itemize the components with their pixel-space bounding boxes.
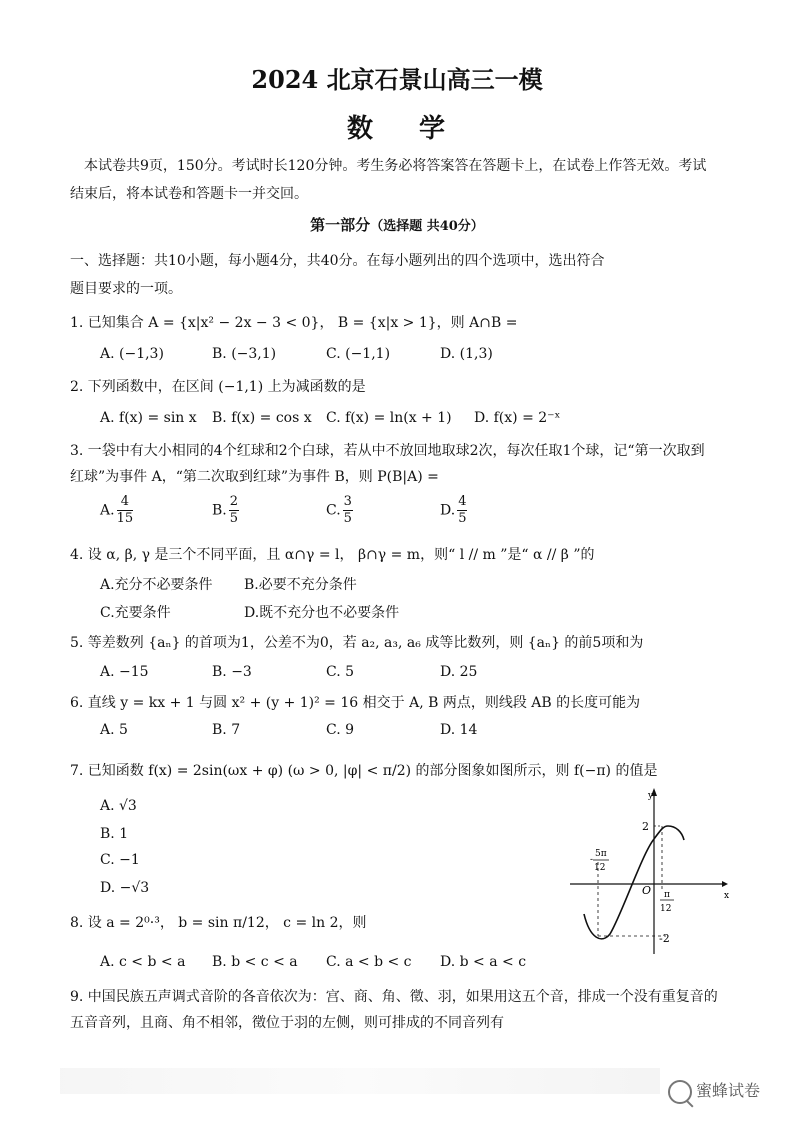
question-6-stem: 6. 直线 y = kx + 1 与圆 x² + (y + 1)² = 16 相交于 A, B 两点，则线段 AB 的长度可能为 [70,695,641,711]
y-axis-label: y [648,791,654,801]
question-7-option-b: B. 1 [100,826,129,842]
question-8-stem: 8. 设 a = 2⁰·³， b = sin π/12， c = ln 2，则 [70,915,367,931]
fraction [343,494,353,527]
left-tick-sign: - [590,855,594,865]
denominator: 5 [458,511,467,526]
question-7-option-a: A. √3 [100,798,137,814]
left-tick-denominator: 12 [594,863,606,873]
blurred-footer-strip [60,1068,660,1094]
question-3-line-2: 红球”为事件 A，“第二次取到红球”为事件 B，则 P(B|A) = [70,469,439,485]
question-6-option-c: C. 9 [326,722,355,738]
question-5-option-b: B. −3 [212,664,252,680]
question-2-option-b: B. f(x) = cos x [212,410,312,426]
numerator: 2 [229,494,239,509]
question-2-option-c: C. f(x) = ln(x + 1) [326,410,452,426]
question-4-stem: 4. 设 α, β, γ 是三个不同平面，且 α∩γ = l， β∩γ = m，则“ l // m ”是“ α // β ”的 [70,547,595,563]
numerator: 4 [458,494,467,509]
max-label: 2 [642,820,649,833]
question-7-option-c: C. −1 [100,852,140,868]
question-3-option-c [326,494,353,527]
question-7-option-d: D. −√3 [100,880,150,896]
subject-char-2: 学 [419,114,448,144]
instructions-line-1: 本试卷共9页，150分。考试时长120分钟。考生务必将答案答在答题卡上，在试卷上作答无效。考试 [84,158,707,174]
question-8-option-c: C. a < b < c [326,954,412,970]
question-8-option-b: B. b < c < a [212,954,298,970]
fraction [229,494,239,527]
question-9-line-2: 五音音列，且商、角不相邻，徵位于羽的左侧，则可排成的不同音列有 [70,1015,504,1031]
question-3-option-d [440,494,467,527]
part-title: 第一部分 [310,216,371,234]
right-tick-denominator: 12 [660,904,672,914]
option-letter: B. [212,502,227,519]
question-9-line-1: 9. 中国民族五声调式音阶的各音依次为：宫、商、角、徵、羽，如果用这五个音，排成一个没有重复音的 [70,989,718,1005]
denominator: 15 [116,511,134,526]
x-axis-label: x [724,891,730,901]
question-4-option-a: A.充分不必要条件 [100,577,213,593]
question-4-option-d: D.既不充分也不必要条件 [244,605,400,621]
sine-curve [584,826,684,939]
origin-label: O [642,884,652,897]
fraction [117,494,134,527]
question-3-line-1: 3. 一袋中有大小相同的4个红球和2个白球，若从中不放回地取球2次，每次任取1个球，记“第一次取到 [70,443,705,459]
search-icon [668,1080,692,1104]
question-5-stem: 5. 等差数列 {aₙ} 的首项为1，公差不为0，若 a₂, a₃, a₆ 成等比数列，则 {aₙ} 的前5项和为 [70,635,644,651]
section-instructions-1: 一、选择题：共10小题，每小题4分，共40分。在每小题列出的四个选项中，选出符合 [70,253,605,269]
question-3-option-a [100,494,133,527]
section-instructions-2: 题目要求的一项。 [70,281,182,297]
question-6-option-b: B. 7 [212,722,241,738]
left-tick-numerator: 5π [595,849,607,859]
question-2-option-a: A. f(x) = sin x [100,410,197,426]
option-letter: A. [100,502,115,519]
question-4-option-c: C.充要条件 [100,605,171,621]
question-1-option-a: A. (−1,3) [100,346,164,362]
question-4-option-b: B.必要不充分条件 [244,577,357,593]
question-2-stem: 2. 下列函数中，在区间 (−1,1) 上为减函数的是 [70,379,366,395]
right-tick-numerator: π [664,890,670,900]
logo-text: 蜜蜂试卷 [696,1081,761,1100]
question-6-option-d: D. 14 [440,722,478,738]
denominator: 5 [343,511,352,526]
option-letter: D. [440,502,456,519]
question-1-option-b: B. (−3,1) [212,346,277,362]
denominator: 5 [229,511,239,526]
numerator: 4 [117,494,134,511]
exam-instructions [70,152,730,208]
question-8-option-d: D. b < a < c [440,954,527,970]
subject-char-1: 数 [346,114,375,144]
question-1-stem: 1. 已知集合 A = {x|x² − 2x − 3 < 0}， B = {x|x > 1}，则 A∩B = [70,315,518,331]
x-axis-arrow-icon [722,881,728,887]
question-1-option-d: D. (1,3) [440,346,493,362]
part-heading [0,214,794,235]
fraction [457,494,467,527]
subject-heading [0,108,794,145]
question-2-option-d: D. f(x) = 2⁻ˣ [474,410,561,426]
question-7-stem: 7. 已知函数 f(x) = 2sin(ωx + φ) (ω > 0, |φ| < π/2) 的部分图象如图所示，则 f(−π) 的值是 [70,763,658,779]
numerator: 3 [343,494,352,509]
instructions-line-2: 结束后，将本试卷和答题卡一并交回。 [70,186,308,202]
site-logo [668,1078,760,1104]
option-letter: C. [326,502,341,519]
question-8-option-a: A. c < b < a [100,954,186,970]
question-5-option-d: D. 25 [440,664,478,680]
question-3-option-b [212,494,239,527]
part-note: （选择题 共40分） [370,219,484,234]
sine-graph-figure [562,784,732,959]
page-title: 2024 北京石景山高三一模 [251,65,543,94]
min-label: -2 [659,932,670,945]
question-1-option-c: C. (−1,1) [326,346,391,362]
question-5-option-a: A. −15 [100,664,149,680]
question-6-option-a: A. 5 [100,722,128,738]
question-5-option-c: C. 5 [326,664,355,680]
